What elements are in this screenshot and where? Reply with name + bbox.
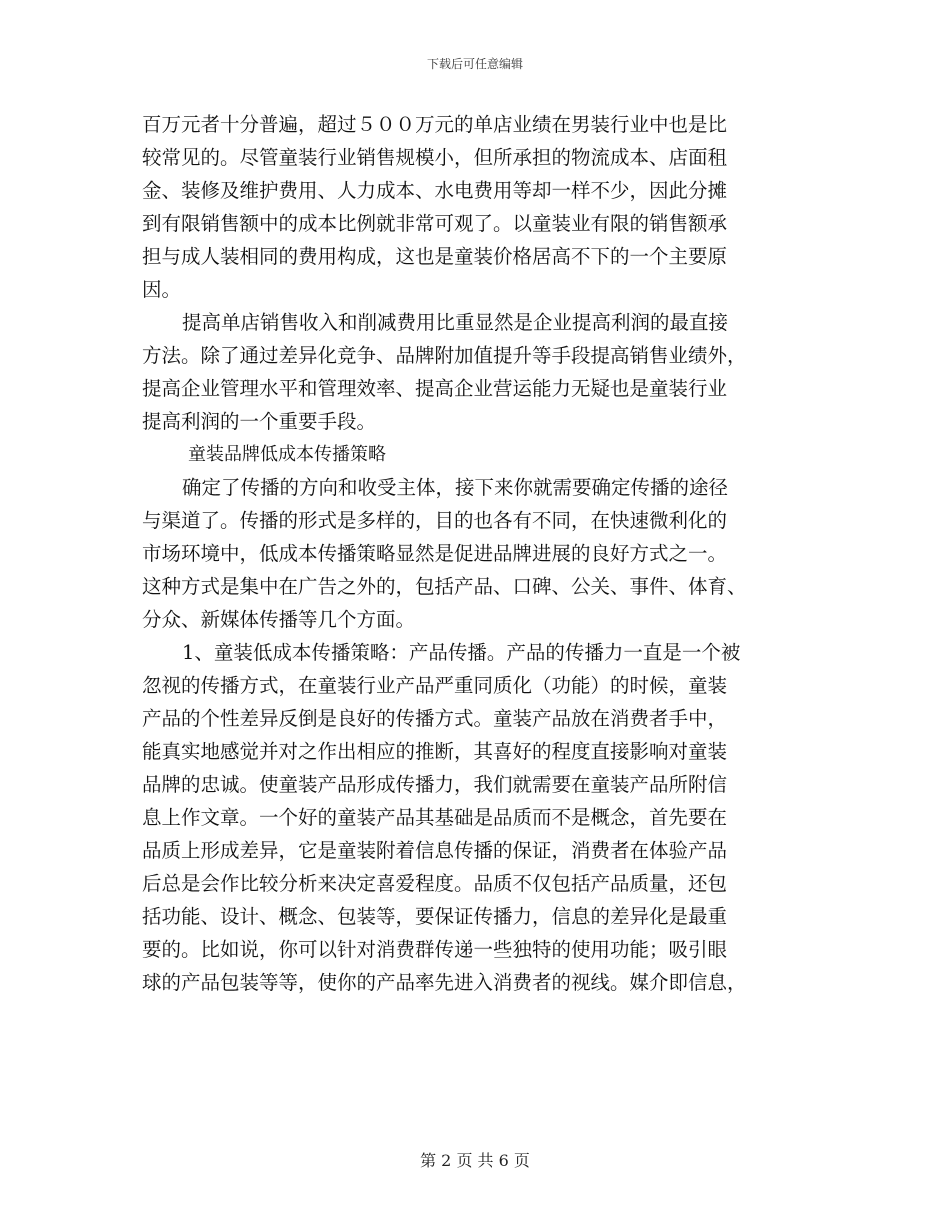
document-body [142, 108, 810, 999]
paragraph-start-line: 确定了传播的方向和收受主体，接下来你就需要确定传播的途径 [182, 476, 729, 499]
paragraph-start-line: 提高单店销售收入和削减费用比重显然是企业提高利润的最直接 [182, 311, 729, 334]
text-line: 球的产品包装等等，使你的产品率先进入消费者的视线。媒介即信息， [142, 971, 747, 994]
text-line: 到有限销售额中的成本比例就非常可观了。以童装业有限的销售额承 [142, 212, 728, 235]
text-line: 忽视的传播方式，在童装行业产品严重同质化（功能）的时候，童装 [142, 674, 728, 697]
text-line: 因。 [142, 278, 182, 301]
paragraph-start-line: 1、童装低成本传播策略：产品传播。产品的传播力一直是一个被 [182, 641, 741, 664]
text-line: 要的。比如说，你可以针对消费群传递一些独特的使用功能；吸引眼 [142, 938, 728, 961]
text-line: 产品的个性差异反倒是良好的传播方式。童装产品放在消费者手中， [142, 707, 728, 730]
text-line: 市场环境中，低成本传播策略显然是促进品牌进展的良好方式之一。 [142, 542, 728, 565]
section-heading: 童装品牌低成本传播策略 [188, 444, 386, 465]
text-line: 括功能、设计、概念、包装等，要保证传播力，信息的差异化是最重 [142, 905, 728, 928]
text-line: 息上作文章。一个好的童装产品其基础是品质而不是概念，首先要在 [142, 806, 728, 829]
text-line: 能真实地感觉并对之作出相应的推断，其喜好的程度直接影响对童装 [142, 740, 728, 763]
text-line: 方法。除了通过差异化竞争、品牌附加值提升等手段提高销售业绩外， [142, 344, 747, 367]
page-number-footer: 第 2 页 共 6 页 [420, 1151, 530, 1170]
text-line: 百万元者十分普遍，超过５００万元的单店业绩在男装行业中也是比 [142, 113, 728, 136]
text-line: 金、装修及维护费用、人力成本、水电费用等却一样不少，因此分摊 [142, 179, 728, 202]
page-header: 下载后可任意编辑 [426, 57, 523, 71]
text-line: 担与成人装相同的费用构成，这也是童装价格居高不下的一个主要原 [142, 245, 728, 268]
text-line: 提高利润的一个重要手段。 [142, 410, 377, 433]
text-line: 与渠道了。传播的形式是多样的，目的也各有不同，在快速微利化的 [142, 509, 728, 532]
text-line: 分众、新媒体传播等几个方面。 [142, 608, 416, 631]
text-line: 品牌的忠诚。使童装产品形成传播力，我们就需要在童装产品所附信 [142, 773, 728, 796]
text-line: 这种方式是集中在广告之外的，包括产品、口碑、公关、事件、体育、 [142, 575, 747, 598]
text-line: 提高企业管理水平和管理效率、提高企业营运能力无疑也是童装行业 [142, 377, 728, 400]
text-line: 后总是会作比较分析来决定喜爱程度。品质不仅包括产品质量，还包 [142, 872, 728, 895]
text-line: 品质上形成差异，它是童装附着信息传播的保证，消费者在体验产品 [142, 839, 728, 862]
text-line: 较常见的。尽管童装行业销售规模小，但所承担的物流成本、店面租 [142, 146, 728, 169]
